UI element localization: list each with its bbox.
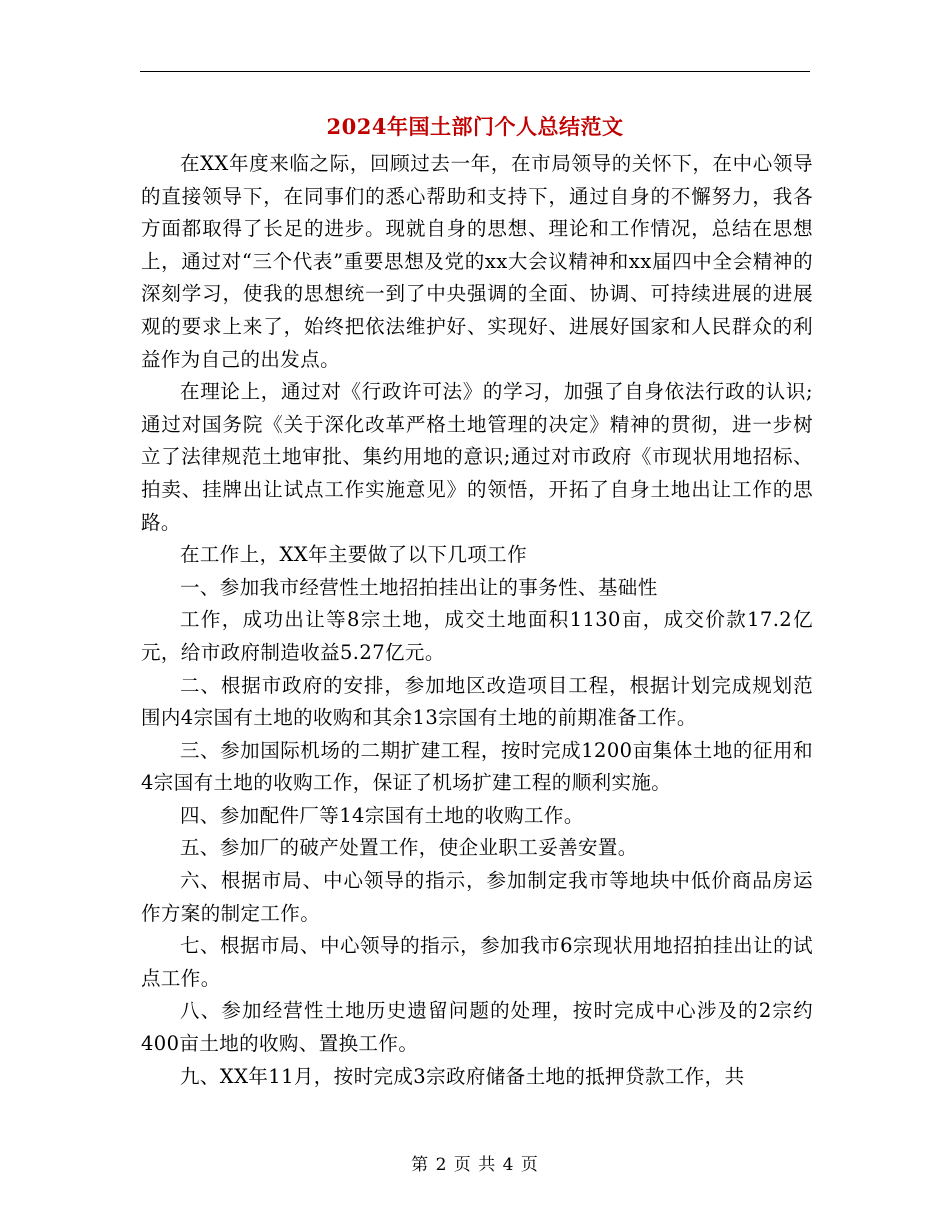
page-footer: 第 2 页 共 4 页 (411, 1155, 539, 1175)
paragraph-item-8: 八、参加经营性土地历史遗留问题的处理，按时完成中心涉及的2宗约400亩土地的收购、置换工作。 (141, 999, 813, 1056)
document-body (141, 148, 813, 1093)
paragraph-item-9: 九、XX年11月，按时完成3宗政府储备土地的抵押贷款工作，共 (180, 1064, 745, 1088)
paragraph-item-2: 二、根据市政府的安排，参加地区改造项目工程，根据计划完成规划范围内4宗国有土地的收购和其余13宗国有土地的前期准备工作。 (141, 673, 813, 730)
document-title: 2024年国土部门个人总结范文 (326, 114, 624, 139)
paragraph-item-1: 一、参加我市经营性土地招拍挂出让的事务性、基础性 (180, 575, 658, 599)
paragraph-item-5: 五、参加厂的破产处置工作，使企业职工妥善安置。 (180, 836, 638, 860)
paragraph-item-1-continued: 工作，成功出让等8宗土地，成交土地面积1130亩，成交价款17.2亿元，给市政府制造收益5.27亿元。 (141, 608, 813, 664)
paragraph-item-6: 六、根据市局、中心领导的指示，参加制定我市等地块中低价商品房运作方案的制定工作。 (141, 869, 813, 925)
paragraph-work-intro: 在工作上，XX年主要做了以下几项工作 (180, 543, 527, 567)
paragraph-intro: 在XX年度来临之际，回顾过去一年，在市局领导的关怀下，在中心领导的直接领导下，在同事们的悉心帮助和支持下，通过自身的不懈努力，我各方面都取得了长足的进步。现就自身的思想、理论和工作情况，总结在思想上，通过对“三个代表”重要思想及党的xx大会议精神和xx届四中全会精神的深刻学习，使我的思想统一到了中央强调的全面、协调、可持续进展的进展观的要求上来了，始终把依法维护好、实现好、进展好国家和人民群众的利益作为自己的出发点。 (141, 152, 813, 371)
paragraph-item-3: 三、参加国际机场的二期扩建工程，按时完成1200亩集体土地的征用和4宗国有土地的收购工作，保证了机场扩建工程的顺利实施。 (141, 738, 813, 795)
paragraph-theory: 在理论上，通过对《行政许可法》的学习，加强了自身依法行政的认识;通过对国务院《关于深化改革严格土地管理的决定》精神的贯彻，进一步树立了法律规范土地审批、集约用地的意识;通过对市政府《市现状用地招标、拍卖、挂牌出让试点工作实施意见》的领悟，开拓了自身土地出让工作的思路。 (141, 380, 813, 534)
header-rule (140, 71, 810, 72)
paragraph-item-4: 四、参加配件厂等14宗国有土地的收购工作。 (180, 803, 584, 827)
paragraph-item-7: 七、根据市局、中心领导的指示，参加我市6宗现状用地招拍挂出让的试点工作。 (141, 934, 813, 990)
